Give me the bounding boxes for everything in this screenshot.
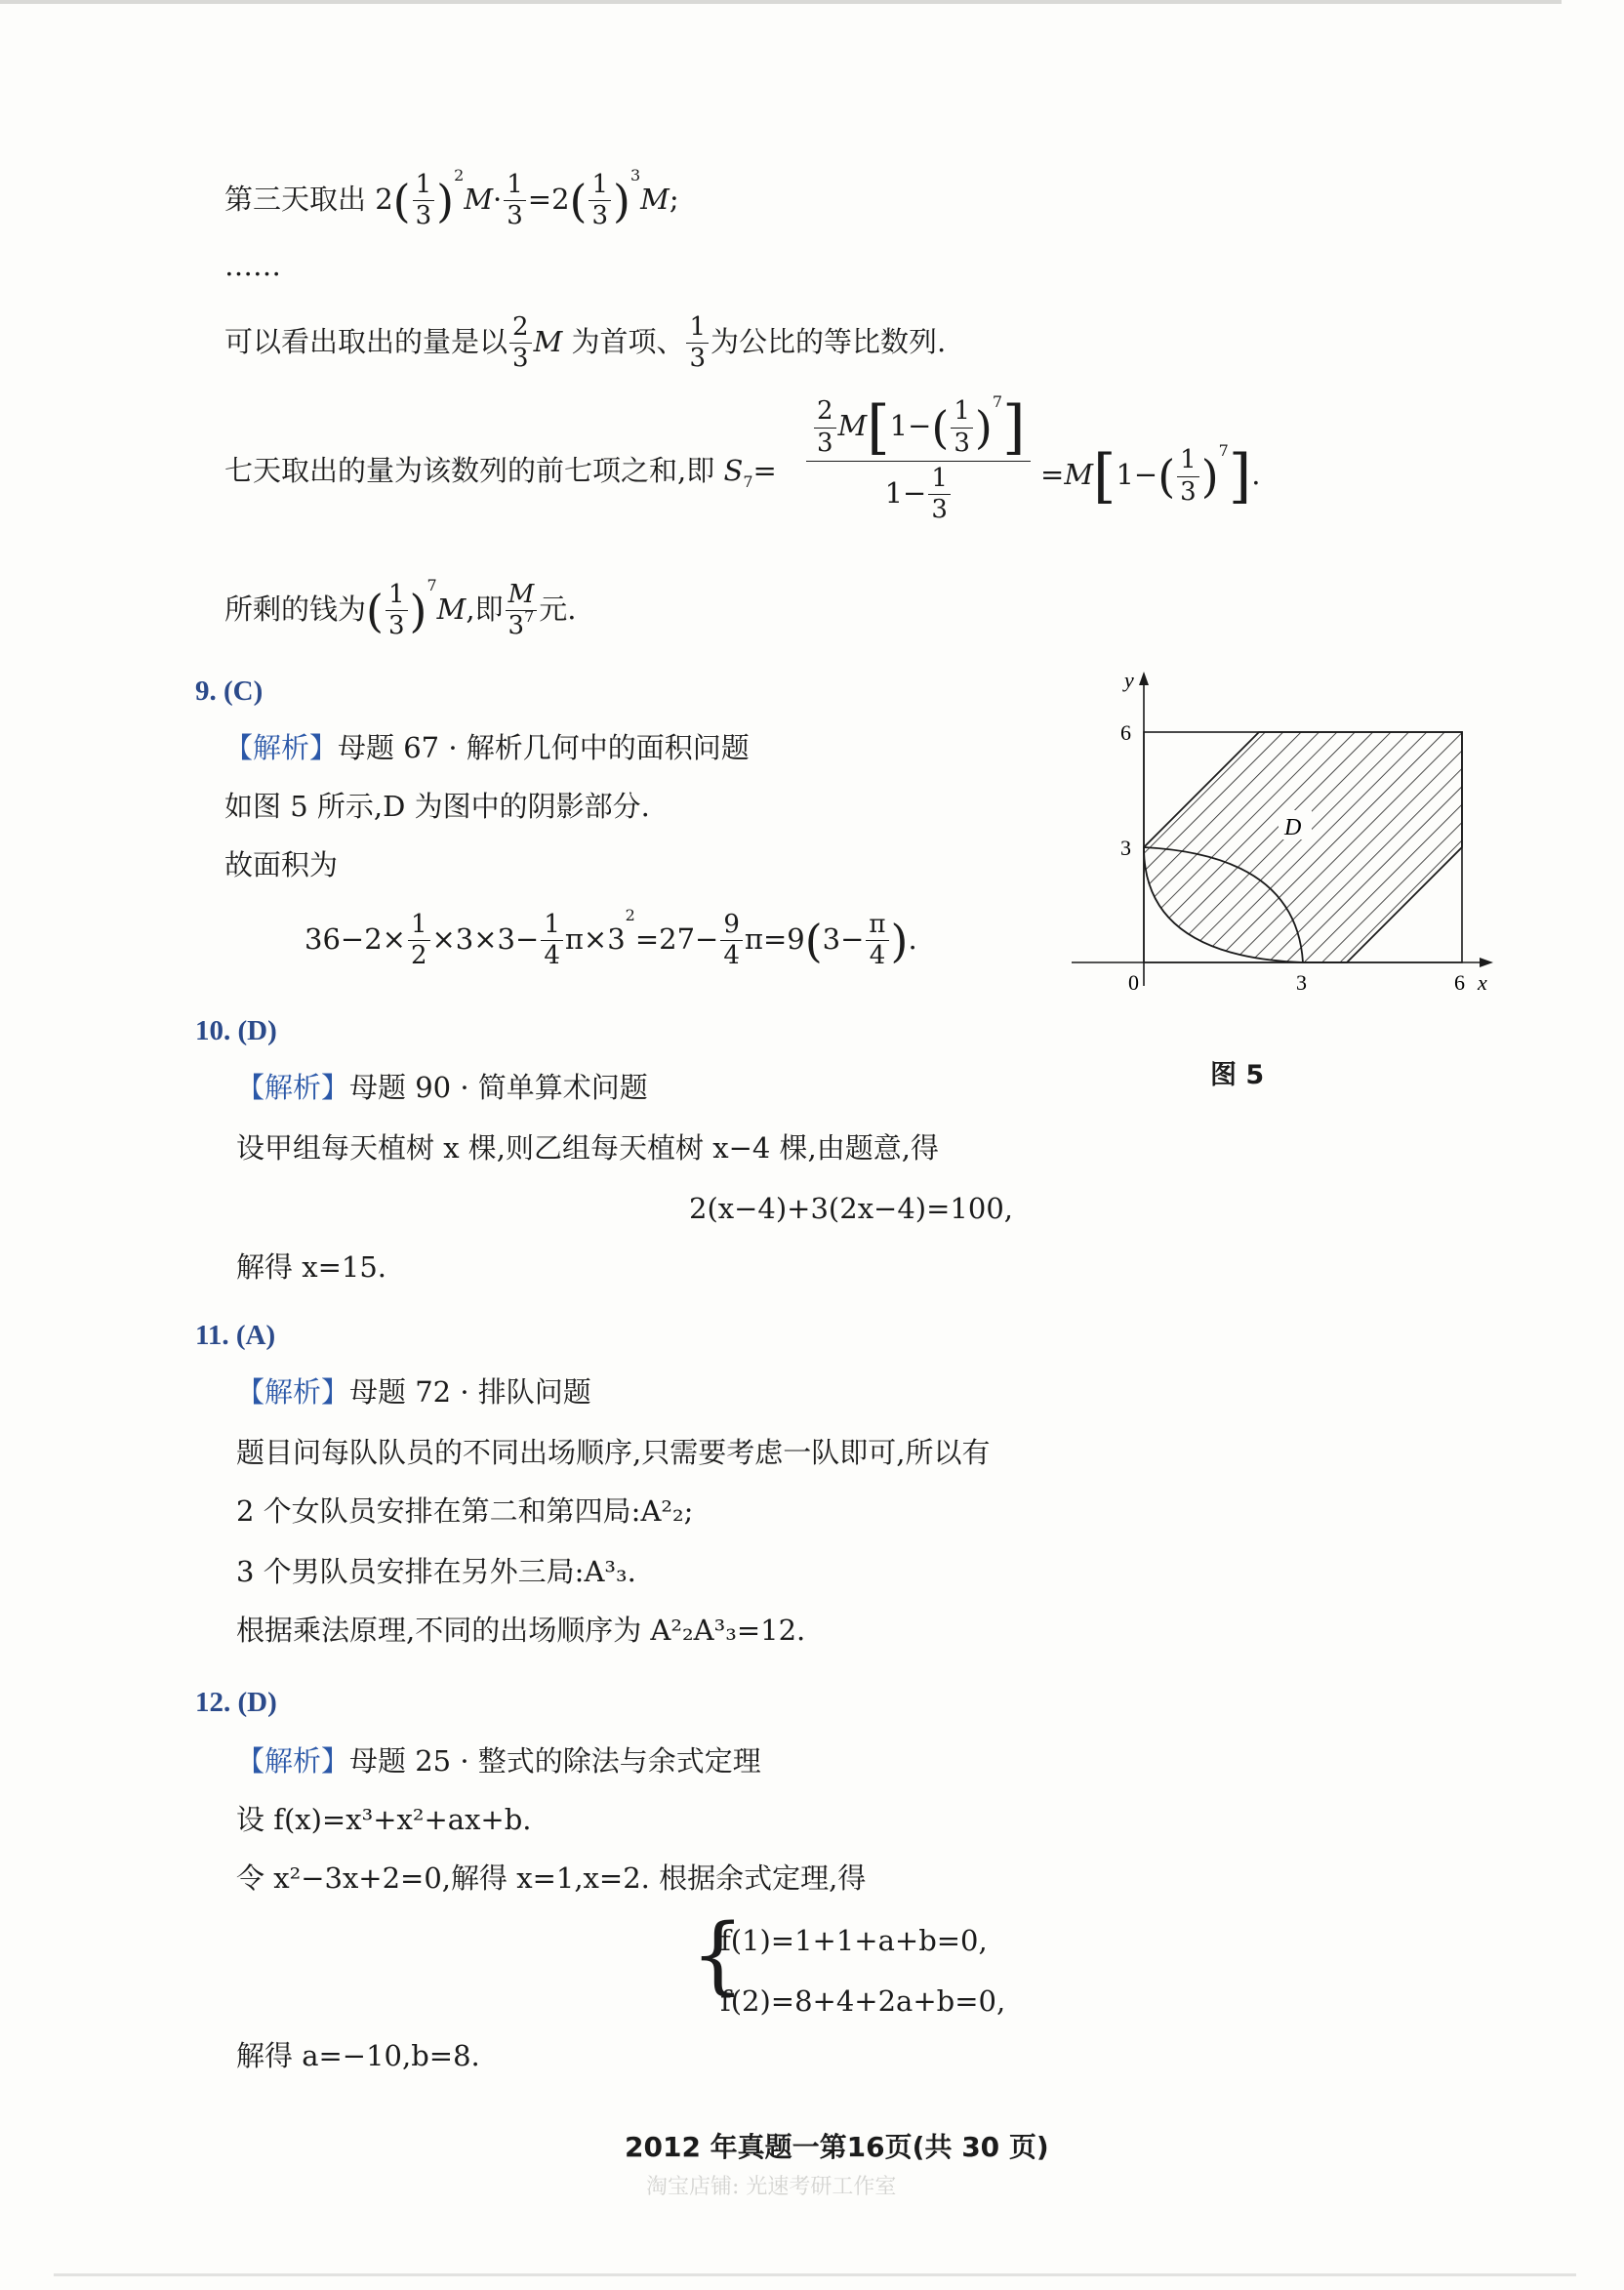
figure-5 — [1064, 664, 1513, 996]
q12-eq2: f(2)=8+4+2a+b=0, — [720, 1984, 1006, 2018]
top-rule — [0, 0, 1562, 4]
q9-answer: 9. (C) — [195, 675, 264, 707]
figure-caption: 图 5 — [1210, 1060, 1265, 1090]
q9-line1: 如图 5 所示,D 为图中的阴影部分. — [224, 790, 650, 823]
origin-label: 0 — [1128, 970, 1139, 995]
q10-answer: 10. (D) — [195, 1015, 277, 1046]
x-tick-6: 6 — [1454, 970, 1465, 995]
q12-answer: 12. (D) — [195, 1687, 277, 1718]
q10-line2: 解得 x=15. — [236, 1250, 386, 1284]
page-footer: 2012 年真题一第16页(共 30 页) — [625, 2131, 1049, 2163]
y-label: y — [1124, 668, 1134, 692]
y-axis-arrow-icon — [1139, 672, 1149, 685]
analysis-tag: 【解析】 — [236, 1375, 350, 1409]
q11-analysis — [236, 1375, 591, 1409]
q11-line1: 题目问每队队员的不同出场顺序,只需要考虑一队即可,所以有 — [236, 1436, 991, 1469]
day3-line: 第三天取出 2( $\frac{1}{3}$ )$^2$M· $\frac{1}{3}$ =2( $\frac{1}{3}$ )$^3$M; — [224, 166, 679, 231]
q12-eq1: f(1)=1+1+a+b=0, — [720, 1924, 988, 1957]
seven-days-line: 七天取出的量为该数列的前七项之和,即 $S_7=$ — [224, 454, 777, 491]
q12-line2: 令 x²−3x+2=0,解得 x=1,x=2. 根据余式定理,得 — [236, 1861, 867, 1895]
q11-line3: 3 个男队员安排在另外三局:A³₃. — [236, 1555, 636, 1588]
q10-analysis — [236, 1071, 648, 1104]
q10-topic: 母题 90 · 简单算术问题 — [349, 1071, 648, 1104]
remaining-line: 所剩的钱为( $\frac{1}{3}$ )$^7$M,即 $\frac{M}{3^7}$ 元. — [224, 576, 577, 641]
region-label: D — [1284, 815, 1302, 840]
q9-topic: 母题 67 · 解析几何中的面积问题 — [338, 731, 750, 764]
q9-analysis — [224, 731, 750, 764]
ellipsis: …… — [224, 249, 281, 282]
analysis-tag: 【解析】 — [236, 1744, 350, 1778]
q11-answer: 11. (A) — [195, 1320, 276, 1351]
q11-line2: 2 个女队员安排在第二和第四局:A²₂; — [236, 1494, 694, 1528]
sum-result: =M[1−( $\frac{1}{3}$ )$^7$]. — [1040, 441, 1261, 511]
q10-formula: 2(x−4)+3(2x−4)=100, — [689, 1192, 1013, 1225]
q12-line1: 设 f(x)=x³+x²+ax+b. — [236, 1803, 532, 1836]
sum-fraction: $\frac{2}{3}$ M[1−( $\frac{1}{3}$ )$^7$] 1− $\frac{1}{3}$ — [806, 398, 1031, 524]
x-axis-arrow-icon — [1480, 958, 1493, 967]
q11-topic: 母题 72 · 排队问题 — [349, 1375, 591, 1409]
geometric-sequence-line: 可以看出取出的量是以 $\frac{2}{3}$ M 为首项、 $\frac{1}{3}$ 为公比的等比数列. — [224, 312, 947, 374]
analysis-tag: 【解析】 — [236, 1071, 350, 1104]
x-label: x — [1478, 970, 1487, 995]
bottom-rule — [54, 2273, 1576, 2276]
q9-formula: 36−2× $\frac{1}{2}$ ×3×3− $\frac{1}{4}$ $\pi\times 3^2=27-$ $\frac{9}{4}$ π=9(3− $\frac{\pi}{4}$ ). — [304, 906, 917, 971]
q10-line1: 设甲组每天植树 x 棵,则乙组每天植树 x−4 棵,由题意,得 — [236, 1131, 939, 1165]
q12-analysis — [236, 1744, 761, 1778]
watermark: 淘宝店铺: 光速考研工作室 — [646, 2175, 897, 2199]
q12-line3: 解得 a=−10,b=8. — [236, 2039, 480, 2072]
region-d — [1144, 732, 1462, 962]
q12-topic: 母题 25 · 整式的除法与余式定理 — [349, 1744, 761, 1778]
analysis-tag: 【解析】 — [224, 731, 339, 764]
system-brace: { — [691, 1906, 745, 2004]
y-tick-3: 3 — [1120, 836, 1131, 860]
y-tick-6: 6 — [1120, 720, 1131, 745]
q9-line2: 故面积为 — [224, 848, 339, 881]
q11-line4: 根据乘法原理,不同的出场顺序为 A²₂A³₃=12. — [236, 1614, 806, 1647]
x-tick-3: 3 — [1296, 970, 1307, 995]
